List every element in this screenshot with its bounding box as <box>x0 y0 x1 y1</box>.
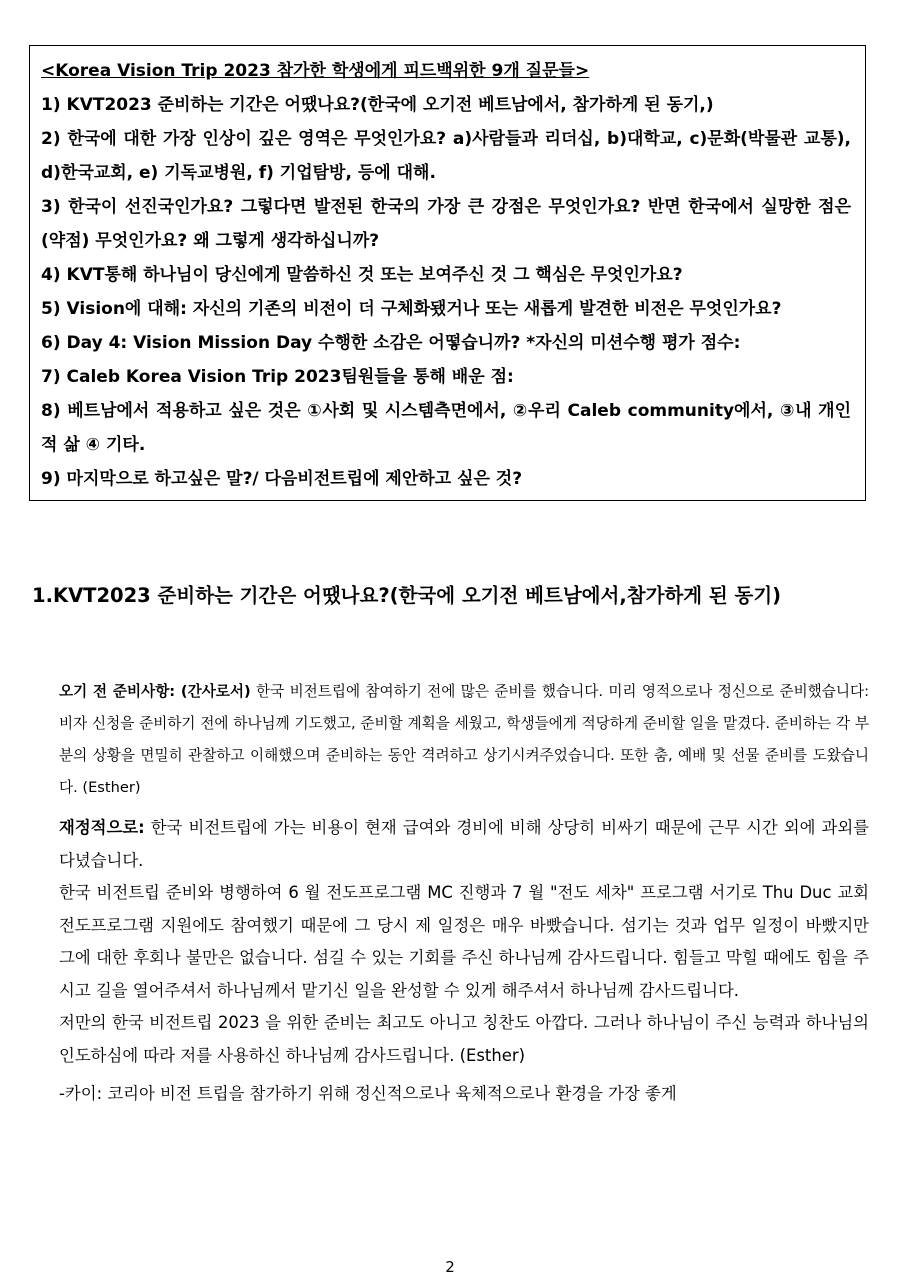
question-4: 4) KVT통해 하나님이 당신에게 말씀하신 것 또는 보여주신 것 그 핵심은 무엇인가요? <box>41 265 683 285</box>
answer-body <box>59 676 869 1111</box>
question-9: 9) 마지막으로 하고싶은 말?/ 다음비전트립에 제안하고 싶은 것? <box>41 469 523 489</box>
question-8: 8) 베트남에서 적용하고 싶은 것은 ①사회 및 시스템측면에서, ②우리 Caleb community에서, ③내 개인적 삶 ④ 기타. <box>41 401 851 455</box>
paragraph-preparation-text: 한국 비전트립에 참여하기 전에 많은 준비를 했습니다. 미리 영적으로나 정신으로 준비했습니다: 비자 신청을 준비하기 전에 하나님께 기도했고, 준비할 계획을 세웠고, 학생들에게 적당하게 준비할 일을 맡겼다. 준비하는 각 부분의 상황을 면밀히 관찰하고 이해했으며 준비하는 동안 격려하고 상기시켜주었습니다. 또한 춤, 예배 및 선물 준비를 도왔습니다. (Esther) <box>59 683 869 796</box>
question-2: 2) 한국에 대한 가장 인상이 깊은 영역은 무엇인가요? a)사람들과 리더십, b)대학교, c)문화(박물관 교통), d)한국교회, e) 기독교병원, f) 기업탐방, 등에 대해. <box>41 129 851 183</box>
question-3: 3) 한국이 선진국인가요? 그렇다면 발전된 한국의 가장 큰 강점은 무엇인가요? 반면 한국에서 실망한 점은(약점) 무엇인가요? 왜 그렇게 생각하십니까? <box>41 197 851 251</box>
paragraph-kai: -카이: 코리아 비전 트립을 참가하기 위해 정신적으로나 육체적으로나 환경을 가장 좋게 <box>59 1084 677 1103</box>
question-5: 5) Vision에 대해: 자신의 기존의 비전이 더 구체화됐거나 또는 새롭게 발견한 비전은 무엇인가요? <box>41 299 782 319</box>
question-box <box>29 45 866 501</box>
paragraph-schedule: 한국 비전트립 준비와 병행하여 6 월 전도프로그램 MC 진행과 7 월 "전도 세차" 프로그램 서기로 Thu Duc 교회 전도프로그램 지원에도 참여했기 때문에 그 당시 제 일정은 매우 바빴습니다. 섬기는 것과 업무 일정이 바빴지만 그에 대한 후회나 불만은 없습니다. 섬길 수 있는 기회를 주신 하나님께 감사드립니다. 힘들고 막힐 때에도 힘을 주시고 길을 열어주셔서 하나님께서 맡기신 일을 완성할 수 있게 해주셔서 하나님께 감사드립니다. <box>59 883 869 1000</box>
question-6: 6) Day 4: Vision Mission Day 수행한 소감은 어떻습니까? *자신의 미션수행 평가 점수: <box>41 333 741 353</box>
paragraph-financial-text: 한국 비전트립에 가는 비용이 현재 급여와 경비에 비해 상당히 비싸기 때문에 근무 시간 외에 과외를 다녔습니다. <box>59 818 869 870</box>
question-7: 7) Caleb Korea Vision Trip 2023팀원들을 통해 배운 점: <box>41 367 514 387</box>
paragraph-preparation-lead: 오기 전 준비사항: (간사로서) <box>59 683 251 700</box>
question-1: 1) KVT2023 준비하는 기간은 어땠나요?(한국에 오기전 베트남에서, 참가하게 된 동기,) <box>41 95 714 115</box>
paragraph-financial-lead: 재정적으로: <box>59 818 145 837</box>
section-heading: 1.KVT2023 준비하는 기간은 어땠나요?(한국에 오기전 베트남에서,참가하게 된 동기) <box>32 584 782 607</box>
paragraph-reflection: 저만의 한국 비전트립 2023 을 위한 준비는 최고도 아니고 칭찬도 아깝다. 그러나 하나님이 주신 능력과 하나님의 인도하심에 따라 저를 사용하신 하나님께 감사드립니다. (Esther) <box>59 1013 869 1065</box>
paragraph-preparation <box>59 676 869 804</box>
question-box-title: <Korea Vision Trip 2023 참가한 학생에게 피드백위한 9개 질문들> <box>41 61 590 81</box>
paragraph-financial <box>59 812 869 877</box>
page-number: 2 <box>445 1258 455 1276</box>
